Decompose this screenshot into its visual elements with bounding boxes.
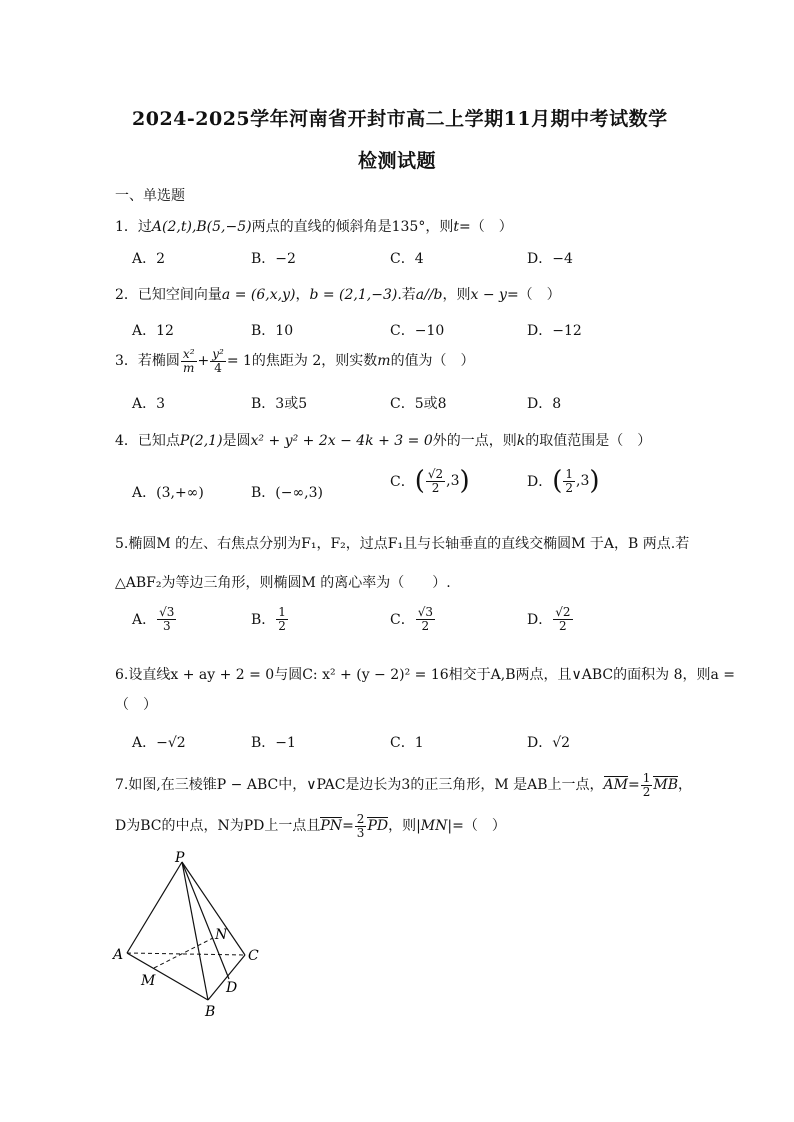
q5-option-b: B． $\frac{1}{2}$ bbox=[251, 605, 286, 633]
segment-MN-hidden bbox=[154, 938, 213, 968]
q2-option-b: B．10 bbox=[251, 323, 294, 339]
q2-option-a: A．12 bbox=[132, 323, 174, 339]
q5-option-a: A． $\frac{√3}{3}$ bbox=[132, 605, 175, 633]
q1-option-a: A．2 bbox=[132, 251, 166, 267]
question-number: 1． bbox=[115, 219, 138, 235]
question-5-line2: △ABF₂为等边三角形，则椭圆M 的离心率为（ ）. bbox=[115, 575, 451, 591]
q5-option-c: C． $\frac{√3}{2}$ bbox=[390, 605, 433, 633]
question-3: 3．若椭圆 $\frac{\text{x²}}{m}$ + $\frac{\text{y²}}{4}$ = 1的焦距为 2，则实数m的值为（ ） bbox=[115, 347, 475, 375]
label-M: M bbox=[141, 973, 156, 989]
q6-option-d: D．√2 bbox=[527, 735, 571, 751]
edge-AC-hidden bbox=[127, 953, 245, 955]
label-B: B bbox=[205, 1004, 216, 1020]
question-2: 2．已知空间向量a = (6,x,y)，b = (2,1,−3).若a//b，则x − y=（ ） bbox=[115, 287, 561, 303]
page-title-line2: 检测试题 bbox=[358, 150, 437, 172]
q6-option-b: B．−1 bbox=[251, 735, 296, 751]
question-4: 4．已知点P(2,1)是圆x² + y² + 2x − 4k + 3 = 0外的一点，则k的取值范围是（ ） bbox=[115, 433, 652, 449]
q4-option-d: D．( $\frac{1}{2}$ ,3) bbox=[527, 466, 600, 496]
q4-option-a: A．(3,+∞) bbox=[132, 485, 204, 501]
q3-option-d: D．8 bbox=[527, 396, 562, 412]
edge-PB bbox=[182, 862, 208, 1000]
question-1: 1．过A(2,t),B(5,−5)两点的直线的倾斜角是135°，则t=（ ） bbox=[115, 219, 513, 235]
q1-option-c: C．4 bbox=[390, 251, 424, 267]
label-N: N bbox=[215, 927, 228, 943]
q4-option-c: C．( $\frac{√2}{2}$ ,3) bbox=[390, 466, 470, 496]
q1-option-d: D．−4 bbox=[527, 251, 573, 267]
question-6: 6.设直线x + ay + 2 = 0与圆C: x² + (y − 2)² = 16相交于A,B两点，且∨ABC的面积为 8，则a = bbox=[115, 667, 736, 683]
q6-option-a: A．−√2 bbox=[132, 735, 186, 751]
q3-option-b: B．3或5 bbox=[251, 396, 308, 412]
q6-option-c: C．1 bbox=[390, 735, 424, 751]
question-6-line2: （ ） bbox=[115, 697, 157, 713]
question-5: 5.椭圆M 的左、右焦点分别为F₁，F₂，过点F₁且与长轴垂直的直线交椭圆M 于A，B 两点.若 bbox=[115, 536, 690, 552]
q3-option-c: C．5或8 bbox=[390, 396, 447, 412]
section-heading: 一、单选题 bbox=[115, 188, 185, 204]
question-7-line2: D为BC的中点，N为PD上一点且PN= $\frac{2}{3}$ PD，则|MN|=（ ） bbox=[115, 812, 506, 840]
q5-option-d: D． $\frac{√2}{2}$ bbox=[527, 605, 571, 633]
label-D: D bbox=[226, 980, 238, 996]
edge-AB bbox=[127, 953, 208, 1000]
label-P: P bbox=[175, 850, 185, 866]
q1-option-b: B．−2 bbox=[251, 251, 296, 267]
question-7: 7.如图,在三棱锥P − ABC中，∨PAC是边长为3的正三角形，M 是AB上一点，AM= $\frac{1}{2}$ MB， bbox=[115, 771, 692, 799]
q2-option-d: D．−12 bbox=[527, 323, 582, 339]
pyramid-figure bbox=[105, 850, 285, 1025]
q4-option-b: B．(−∞,3) bbox=[251, 485, 323, 501]
label-C: C bbox=[248, 948, 259, 964]
q3-option-a: A．3 bbox=[132, 396, 166, 412]
page-title: 2024-2025学年河南省开封市高二上学期11月期中考试数学 bbox=[132, 108, 668, 130]
edge-PA bbox=[127, 862, 182, 953]
q2-option-c: C．−10 bbox=[390, 323, 445, 339]
label-A: A bbox=[113, 947, 124, 963]
